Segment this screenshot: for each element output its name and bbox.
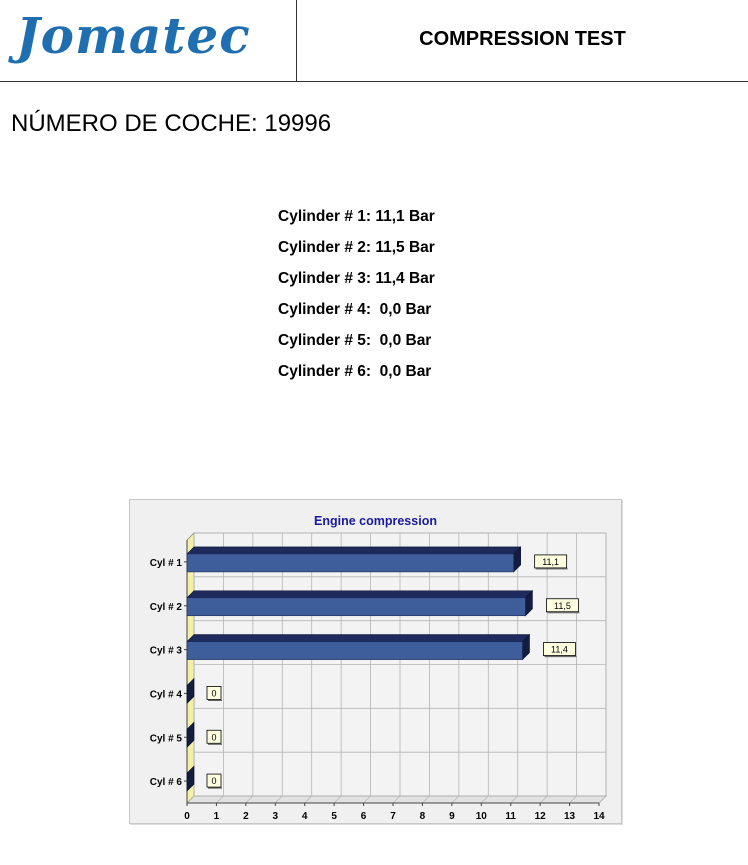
page-header: [0, 0, 748, 82]
bar: [187, 598, 525, 616]
chart-title: Engine compression: [314, 514, 437, 528]
x-tick-label: 11: [505, 811, 517, 822]
x-tick-label: 6: [360, 811, 367, 822]
x-tick-label: 8: [419, 811, 426, 822]
reading-cylinder-3: Cylinder # 3: 11,4 Bar: [278, 270, 435, 287]
chart-left-wall: [187, 533, 194, 803]
bar: [187, 554, 514, 572]
document-title: COMPRESSION TEST: [419, 28, 626, 50]
y-tick-label: Cyl # 5: [149, 733, 182, 745]
x-tick-label: 10: [475, 811, 487, 822]
bar-top: [187, 635, 529, 642]
y-tick-label: Cyl # 1: [149, 557, 182, 569]
data-label: 11,4: [551, 644, 568, 655]
y-tick-label: Cyl # 3: [149, 645, 182, 657]
x-tick-label: 1: [213, 811, 220, 822]
data-label: 11,1: [542, 556, 560, 567]
reading-cylinder-2: Cylinder # 2: 11,5 Bar: [278, 239, 435, 256]
data-label: 0: [211, 688, 217, 699]
y-tick-label: Cyl # 4: [149, 689, 182, 701]
bar-top: [187, 547, 521, 554]
data-label: 11,5: [553, 600, 571, 611]
x-tick-label: 5: [331, 811, 337, 822]
engine-compression-chart: [129, 499, 622, 824]
chart-canvas: [130, 500, 621, 823]
logo-cell: [0, 0, 297, 81]
y-tick-label: Cyl # 2: [149, 601, 182, 613]
car-number: NÚMERO DE COCHE: 19996: [11, 110, 332, 137]
reading-cylinder-4: Cylinder # 4: 0,0 Bar: [278, 301, 432, 318]
x-tick-label: 14: [593, 811, 605, 822]
bar-top: [187, 591, 532, 598]
x-tick-label: 4: [301, 811, 308, 822]
company-logo: Jomatec: [16, 6, 251, 65]
x-tick-label: 2: [243, 811, 249, 822]
x-tick-label: 12: [534, 811, 546, 822]
data-label: 0: [211, 776, 217, 787]
y-tick-label: Cyl # 6: [149, 777, 182, 789]
reading-cylinder-6: Cylinder # 6: 0,0 Bar: [278, 363, 432, 380]
x-tick-label: 13: [564, 811, 576, 822]
x-tick-label: 3: [272, 811, 279, 822]
x-tick-label: 0: [184, 811, 190, 822]
bar: [187, 642, 522, 660]
x-tick-label: 9: [449, 811, 455, 822]
reading-cylinder-5: Cylinder # 5: 0,0 Bar: [278, 332, 432, 349]
data-label: 0: [211, 732, 217, 743]
reading-cylinder-1: Cylinder # 1: 11,1 Bar: [278, 208, 435, 225]
x-tick-label: 7: [390, 811, 396, 822]
cylinder-readings: [278, 207, 435, 393]
